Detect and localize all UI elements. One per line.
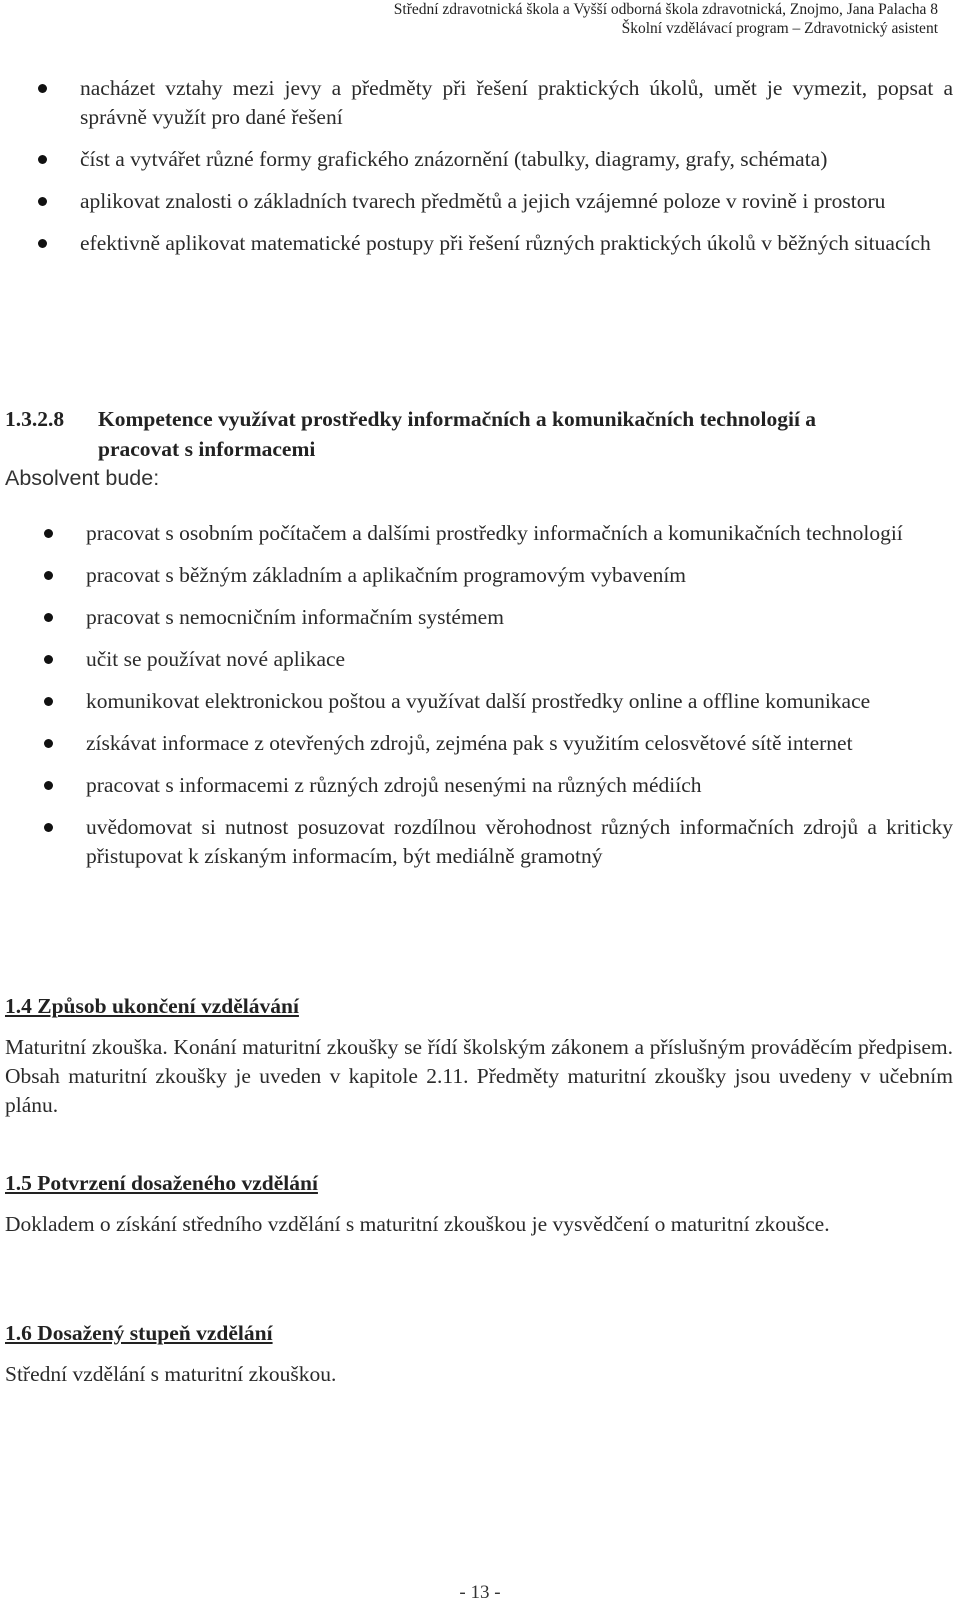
section-title-level: 1.6 Dosažený stupeň vzdělání bbox=[5, 1321, 273, 1345]
list-item: uvědomovat si nutnost posuzovat rozdílnou věrohodnost různých informačních zdrojů a kriticky přistupovat k získaným informacím, být mediálně gramotný bbox=[86, 813, 953, 871]
competence-title-line1: Kompetence využívat prostředky informačních a komunikačních technologií a bbox=[98, 407, 817, 431]
ict-skills-list bbox=[86, 519, 953, 884]
page-header bbox=[38, 0, 938, 38]
list-item: pracovat s nemocničním informačním systémem bbox=[86, 603, 953, 632]
section-text-certificate: Dokladem o získání středního vzdělání s maturitní zkouškou je vysvědčení o maturitní zkoušce. bbox=[5, 1212, 830, 1236]
list-item: získávat informace z otevřených zdrojů, zejména pak s využitím celosvětové sítě internet bbox=[86, 729, 953, 758]
competence-title-line2: pracovat s informacemi bbox=[98, 437, 316, 461]
list-item: pracovat s informacemi z různých zdrojů nesenými na různých médiích bbox=[86, 771, 953, 800]
bullet-icon bbox=[38, 84, 47, 93]
bullet-icon bbox=[44, 697, 53, 706]
header-program-name: Školní vzdělávací program – Zdravotnický asistent bbox=[621, 20, 938, 37]
bullet-icon bbox=[38, 155, 47, 164]
list-item: komunikovat elektronickou poštou a využívat další prostředky online a offline komunikace bbox=[86, 687, 953, 716]
header-school-name: Střední zdravotnická škola a Vyšší odborná škola zdravotnická, Znojmo, Jana Palacha 8 bbox=[393, 1, 938, 18]
list-item: efektivně aplikovat matematické postupy při řešení různých praktických úkolů v běžných situacích bbox=[80, 229, 953, 258]
list-item: učit se používat nové aplikace bbox=[86, 645, 953, 674]
bullet-icon bbox=[44, 529, 53, 538]
page-number: - 13 - bbox=[459, 1582, 501, 1603]
section-text-level: Střední vzdělání s maturitní zkouškou. bbox=[5, 1362, 337, 1386]
competence-intro: Absolvent bude: bbox=[5, 466, 160, 490]
list-item: nacházet vztahy mezi jevy a předměty při řešení praktických úkolů, umět je vymezit, popsat a správně využít pro dané řešení bbox=[80, 74, 953, 132]
section-text-ending: Maturitní zkouška. Konání maturitní zkoušky se řídí školským zákonem a příslušným prováděcím předpisem. Obsah maturitní zkoušky je uveden v kapitole 2.11. Předměty maturitní zkoušky jsou uvedeny v učebním plánu. bbox=[5, 1035, 953, 1117]
list-item: pracovat s osobním počítačem a dalšími prostředky informačních a komunikačních technologií bbox=[86, 519, 953, 548]
bullet-icon bbox=[38, 197, 47, 206]
bullet-icon bbox=[44, 781, 53, 790]
math-skills-list bbox=[80, 74, 953, 271]
bullet-icon bbox=[38, 239, 47, 248]
section-title-ending: 1.4 Způsob ukončení vzdělávání bbox=[5, 994, 299, 1018]
list-item: číst a vytvářet různé formy grafického znázornění (tabulky, diagramy, grafy, schémata) bbox=[80, 145, 953, 174]
bullet-icon bbox=[44, 739, 53, 748]
bullet-icon bbox=[44, 823, 53, 832]
list-item: pracovat s běžným základním a aplikačním programovým vybavením bbox=[86, 561, 953, 590]
bullet-icon bbox=[44, 613, 53, 622]
competence-number: 1.3.2.8 bbox=[5, 407, 65, 431]
competence-heading bbox=[5, 404, 955, 464]
list-item: aplikovat znalosti o základních tvarech předmětů a jejich vzájemné poloze v rovině i prostoru bbox=[80, 187, 953, 216]
bullet-icon bbox=[44, 655, 53, 664]
bullet-icon bbox=[44, 571, 53, 580]
section-title-certificate: 1.5 Potvrzení dosaženého vzdělání bbox=[5, 1171, 318, 1195]
